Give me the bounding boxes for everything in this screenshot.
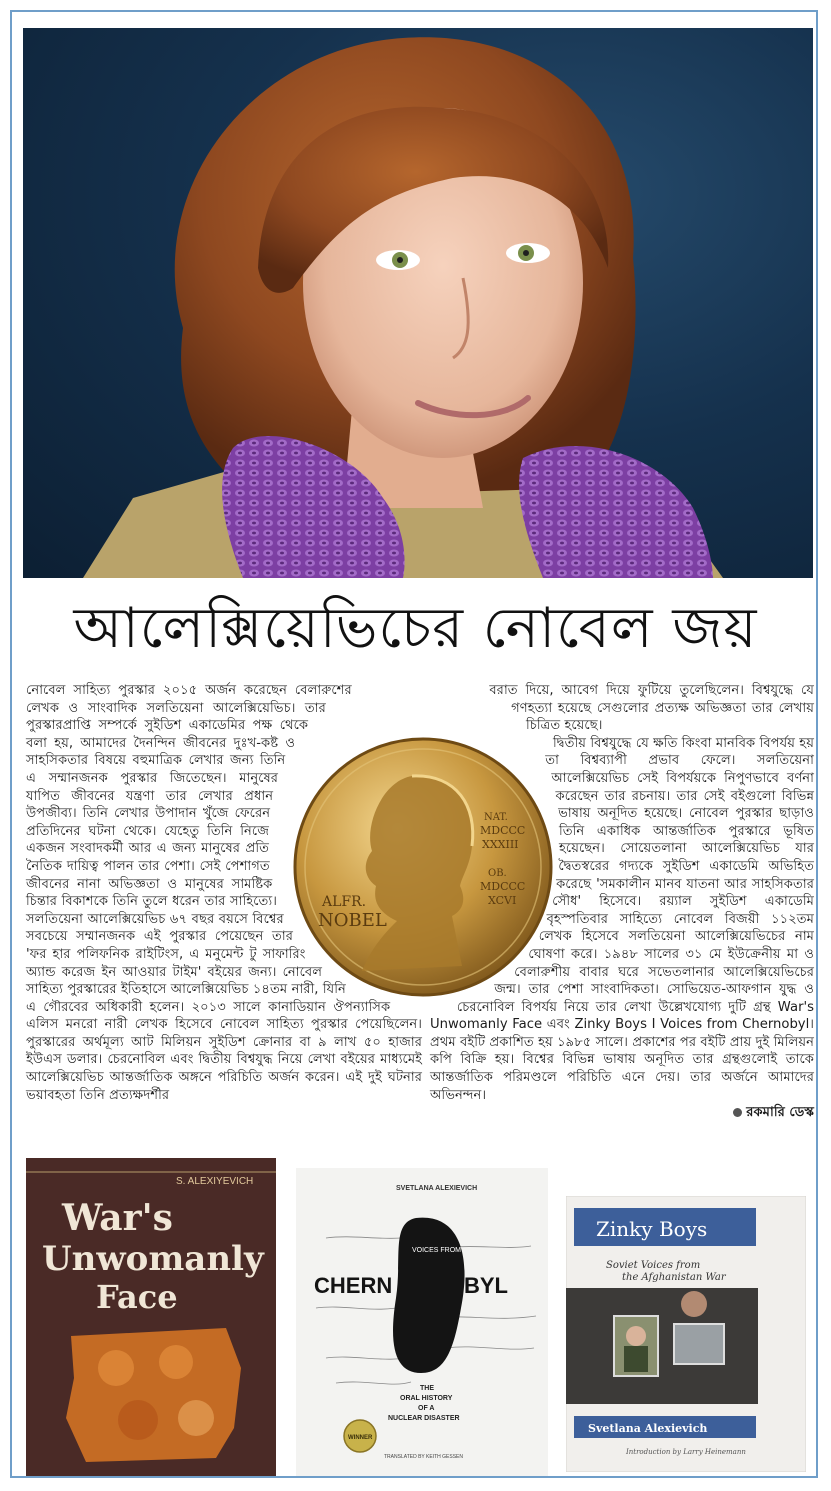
book2-title-right: BYL (464, 1273, 508, 1298)
book1-title-line3: Face (96, 1278, 178, 1316)
medal-nat-line1: NAT. (484, 812, 508, 823)
book3-subtitle-line1: Soviet Voices from (606, 1260, 701, 1271)
book3-author: Svetlana Alexievich (588, 1422, 708, 1435)
book2-author: SVETLANA ALEXIEVICH (396, 1185, 478, 1192)
book2-voices-label: VOICES FROM (412, 1247, 462, 1254)
medal-nat-line3: XXXIII (482, 838, 519, 851)
book2-title-left: CHERN (314, 1273, 393, 1298)
book2-subtitle-line2: ORAL HISTORY (400, 1395, 453, 1402)
book-cover-wars-unwomanly-face (26, 1158, 276, 1476)
article-paragraph: নোবেল সাহিত্য পুরস্কার ২০১৫ অর্জন করেছেন বেলারুশের লেখক ও সাংবাদিক সলতিয়েনা আলেক্সিয়েভিচ। তার পুরস্কারপ্রাপ্তি সম্পর্কে সুইডিশ একাডেমির পক্ষ থেকে বলা হয়, আমাদের দৈনন্দিন জীবনের দুঃখ-কষ্ট ও সাহসিকতার বিষয়ে বহুমাত্রিক লেখার জন্য তিনি এ সম্মানজনক পুরস্কার জিতেছেন। মানুষের যাপিত জীবনের যন্ত্রণা তার লেখার প্রধান উপজীব্য। তিনি লেখার উপাদান খুঁজে ফেরেন প্রতিদিনের ঘটনা থেকে। যেহেতু তিনি নিজে একজন সংবাদকর্মী আর এ জন্য মানুষের প্রতি নৈতিক দায়িত্ব পালন তার পেশা। সেই পেশাগত জীবনের নানা অভিজ্ঞতা ও মানুষের সামষ্টিক চিন্তার বিকাশকে তিনি তুলে ধরেন তার সাহিত্যে। সলতিয়েনা আলেক্সিয়েভিচ ৬৭ বছর বয়সে বিশ্বের সবচেয়ে সম্মানজনক এই পুরস্কার পেয়েছেন তার 'ফর হার পলিফনিক রাইটিংস, এ মনুমেন্ট টু সাফারিং অ্যান্ড করেজ ইন আওয়ার টাইম' বইয়ের জন্য। নোবেল সাহিত্য পুরস্কারের ইতিহাসে আলেক্সিয়েভিচ ১৪তম নারী, যিনি এ গৌরবের অধিকারী হলেন। ২০১৩ সালে কানাডিয়ান ঔপন্যাসিক এলিস মনরো নারী লেখক হিসেবে নোবেল সাহিত্য পুরস্কার পেয়েছিলেন। পুরস্কারের অর্থমূল্য আট মিলিয়ন সুইডিশ ক্রোনার বা ৯ লাখ ৫০ হাজার ইউএস ডলার। চেরনোবিল এবং দ্বিতীয় বিশ্বযুদ্ধ নিয়ে লেখা বইয়ের মাধ্যমেই আলেক্সিয়েভিচ আন্তর্জাতিক অঙ্গনে পরিচিতি অর্জন করেন। এই দুই ঘটনার ভয়াবহতা তিনি প্রত্যক্ষদর্শীর (26, 683, 422, 1103)
book-cover-zinky-boys (566, 1196, 806, 1472)
medal-ob-line3: XCVI (488, 894, 517, 907)
medal-nat-line2: MDCCC (480, 824, 526, 837)
headline: আলেক্সিয়েভিচের নোবেল জয় (73, 596, 758, 661)
book1-author: S. ALEXIYEVICH (176, 1176, 254, 1187)
medal-ob-line2: MDCCC (480, 880, 526, 893)
medal-name-line1: ALFR. (322, 894, 367, 910)
book2-subtitle-line3: OF A (418, 1405, 435, 1412)
book2-subtitle-line4: NUCLEAR DISASTER (388, 1415, 460, 1422)
article-credit: রকমারি ডেস্ক (746, 1105, 814, 1121)
portrait-photo (23, 28, 813, 578)
book3-title: Zinky Boys (596, 1217, 708, 1241)
book1-title-line1: War's (62, 1197, 173, 1239)
medal-ob-line1: OB. (488, 868, 507, 879)
book-cover-voices-from-chernobyl (296, 1168, 548, 1476)
book3-subtitle-line2: the Afghanistan War (622, 1272, 726, 1283)
article-credit-line (430, 1104, 814, 1122)
book2-translator: TRANSLATED BY KEITH GESSEN (384, 1454, 464, 1460)
article-paragraph: বরাত দিয়ে, আবেগ দিয়ে ফুটিয়ে তুলেছিলেন। বিশ্বযুদ্ধে যে গণহত্যা হয়েছে সেগুলোর প্রত্যক্ষ অভিজ্ঞতা তার লেখায় চিত্রিত হয়েছে। (489, 683, 814, 734)
bullet-icon (733, 1108, 742, 1117)
article-column-right (430, 682, 814, 1122)
article-column-left (26, 682, 422, 1104)
medal-name-line2: NOBEL (318, 910, 387, 931)
book2-subtitle-line1: THE (420, 1385, 434, 1392)
article-paragraph: দ্বিতীয় বিশ্বযুদ্ধে যে ক্ষতি কিংবা মানবিক বিপর্যয় হয় তা বিশ্বব্যাপী প্রভাব ফেলে। সলতিয়েনা আলেক্সিয়েভিচ সেই বিপর্যয়কে নিপুণভাবে বর্ণনা করেছেন তার রচনায়। তার সেই বইগুলো বিভিন্ন ভাষায় অনূদিত হয়েছে। নোবেল পুরস্কার ছাড়াও তিনি একাধিক আন্তর্জাতিক পুরস্কারে ভূষিত হয়েছেন। সোয়েতলানা আলেক্সিয়েভিচ যার দ্বৈতস্বরের গদ্যকে সুইডিশ একাডেমি অভিহিত করেছে 'সমকালীন মানব যাতনা আর সাহসিকতার সৌধ' হিসেবে। রয়্যাল সুইডিশ একাডেমি বৃহস্পতিবার সাহিত্যে নোবেল বিজয়ী ১১২তম লেখক হিসেবে সলতিয়েনা আলেক্সিয়েভিচের নাম ঘোষণা করে। ১৯৪৮ সালের ৩১ মে ইউক্রেনীয় মা ও বেলারুশীয় বাবার ঘরে সভেতলানার আলেক্সিয়েভিচের জন্ম। তার পেশা সাংবাদিকতা। সোভিয়েত-আফগান যুদ্ধ ও চেরনোবিল বিপর্যয় নিয়ে তার লেখা উল্লেখযোগ্য দুটি গ্রন্থ War's Unwomanly Face এবং Zinky Boys I Voices from Chernobyl। প্রথম বইটি প্রকাশিত হয় ১৯৮৫ সালে। প্রকাশের পর বইটি প্রায় দুই মিলিয়ন কপি বিক্রি হয়। বিশ্বের বিভিন্ন ভাষায় অনূদিত তার গ্রন্থগুলোই তাকে আন্তর্জাতিক পরিমণ্ডলে পরিচিতি এনে দেয়। তার অর্জনে আমাদের অভিনন্দন। (430, 735, 814, 1103)
book2-award-badge: WINNER (348, 1435, 373, 1441)
book3-intro: Introduction by Larry Heinemann (626, 1448, 746, 1456)
book1-title-line2: Unwomanly (42, 1239, 264, 1279)
